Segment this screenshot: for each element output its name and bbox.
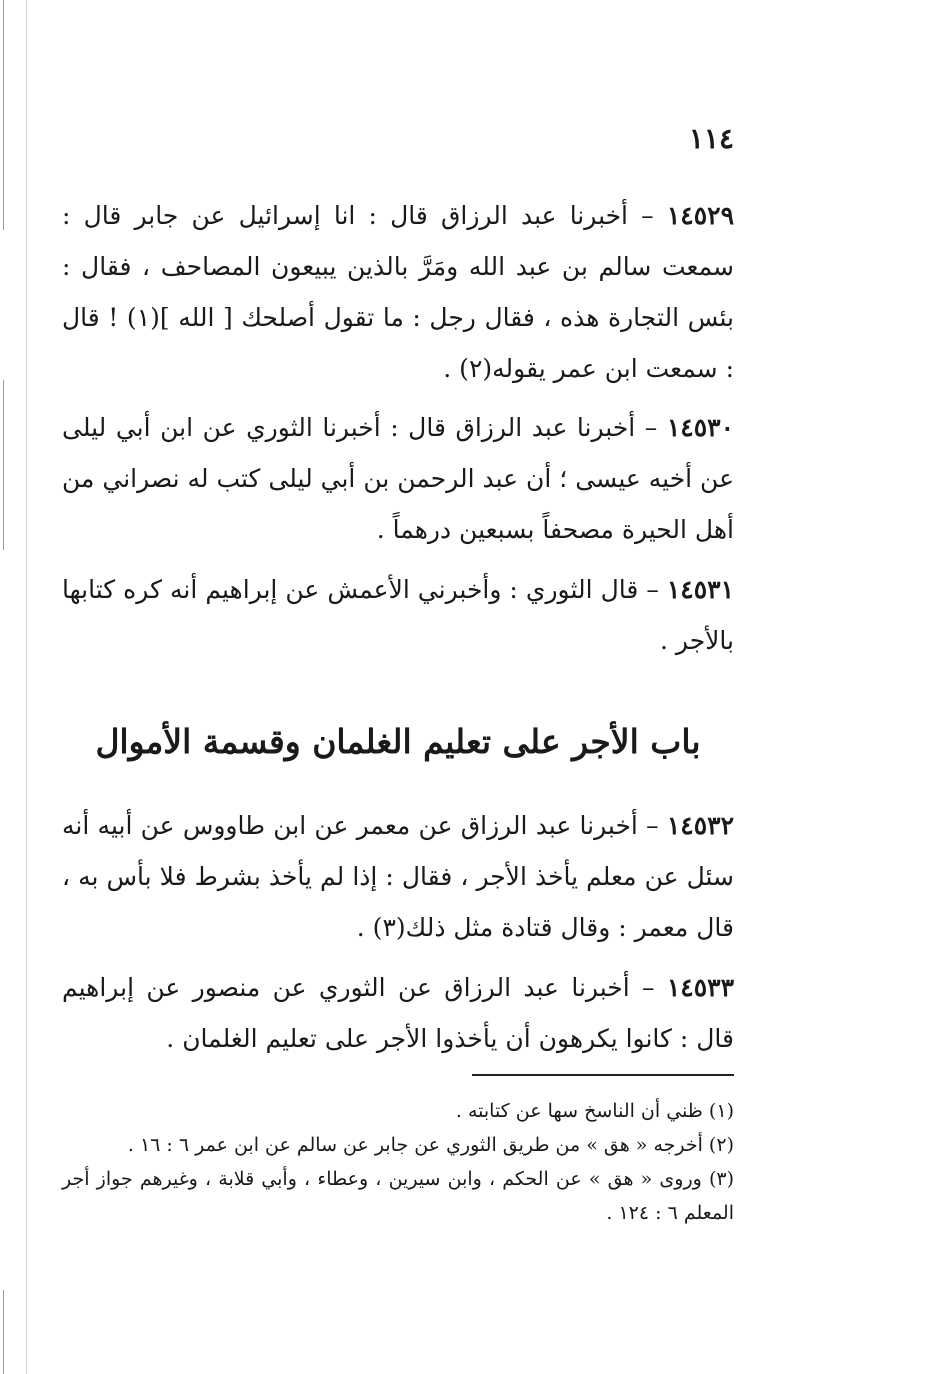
chapter-title: باب الأجر على تعليم الغلمان وقسمة الأموال bbox=[95, 722, 701, 761]
hadith-number: ١٤٥٣٠ bbox=[666, 413, 734, 442]
hadith-paragraph bbox=[62, 800, 734, 953]
hadith-paragraph bbox=[62, 190, 734, 394]
hadith-number: ١٤٥٢٩ bbox=[666, 201, 734, 230]
hadith-paragraph bbox=[62, 402, 734, 555]
scan-edge-line bbox=[26, 0, 27, 1374]
scan-edge-line bbox=[3, 0, 4, 230]
scan-edge-line bbox=[3, 1290, 4, 1374]
hadith-text: – قال الثوري : وأخبرني الأعمش عن إبراهيم أنه كره كتابها بالأجر . bbox=[62, 575, 734, 655]
hadith-text: – أخبرنا عبد الرزاق قال : أخبرنا الثوري عن ابن أبي ليلى عن أخيه عيسى ؛ أن عبد الرحمن بن أبي ليلى كتب له نصراني من أهل الحيرة مصحفاً بسبعين درهماً . bbox=[62, 413, 734, 544]
footnote: (١) ظني أن الناسخ سها عن كتابته . bbox=[455, 1100, 734, 1122]
footnotes bbox=[62, 1094, 734, 1230]
hadith-text: – أخبرنا عبد الرزاق عن الثوري عن منصور عن إبراهيم قال : كانوا يكرهون أن يأخذوا الأجر على تعليم الغلمان . bbox=[62, 973, 734, 1053]
scan-edge-line bbox=[3, 380, 4, 550]
hadith-number: ١٤٥٣٢ bbox=[666, 811, 734, 840]
hadith-text: – أخبرنا عبد الرزاق عن معمر عن ابن طاووس عن أبيه أنه سئل عن معلم يأخذ الأجر ، فقال : إذا لم يأخذ بشرط فلا بأس به ، قال معمر : وقال قتادة مثل ذلك(٣) . bbox=[62, 811, 734, 942]
footnote: (٣) وروى « هق » عن الحكم ، وابن سيرين ، وعطاء ، وأبي قلابة ، وغيرهم جواز أجر المعلم ٦ : ١٢٤ . bbox=[62, 1168, 734, 1224]
hadith-number: ١٤٥٣١ bbox=[666, 575, 734, 604]
footnote-divider bbox=[472, 1074, 734, 1076]
page-number: ١١٤ bbox=[688, 122, 734, 155]
hadith-number: ١٤٥٣٣ bbox=[666, 973, 734, 1002]
footnote: (٢) أخرجه « هق » من طريق الثوري عن جابر عن سالم عن ابن عمر ٦ : ١٦ . bbox=[127, 1134, 734, 1156]
hadith-paragraph bbox=[62, 962, 734, 1064]
hadith-paragraph bbox=[62, 564, 734, 666]
hadith-text: – أخبرنا عبد الرزاق قال : انا إسرائيل عن جابر قال : سمعت سالم بن عبد الله ومَرَّ بالذين يبيعون المصاحف ، فقال : بئس التجارة هذه ، فقال رجل : ما تقول أصلحك [ الله ](١) ! قال : سمعت ابن عمر يقوله(٢) . bbox=[62, 201, 734, 383]
